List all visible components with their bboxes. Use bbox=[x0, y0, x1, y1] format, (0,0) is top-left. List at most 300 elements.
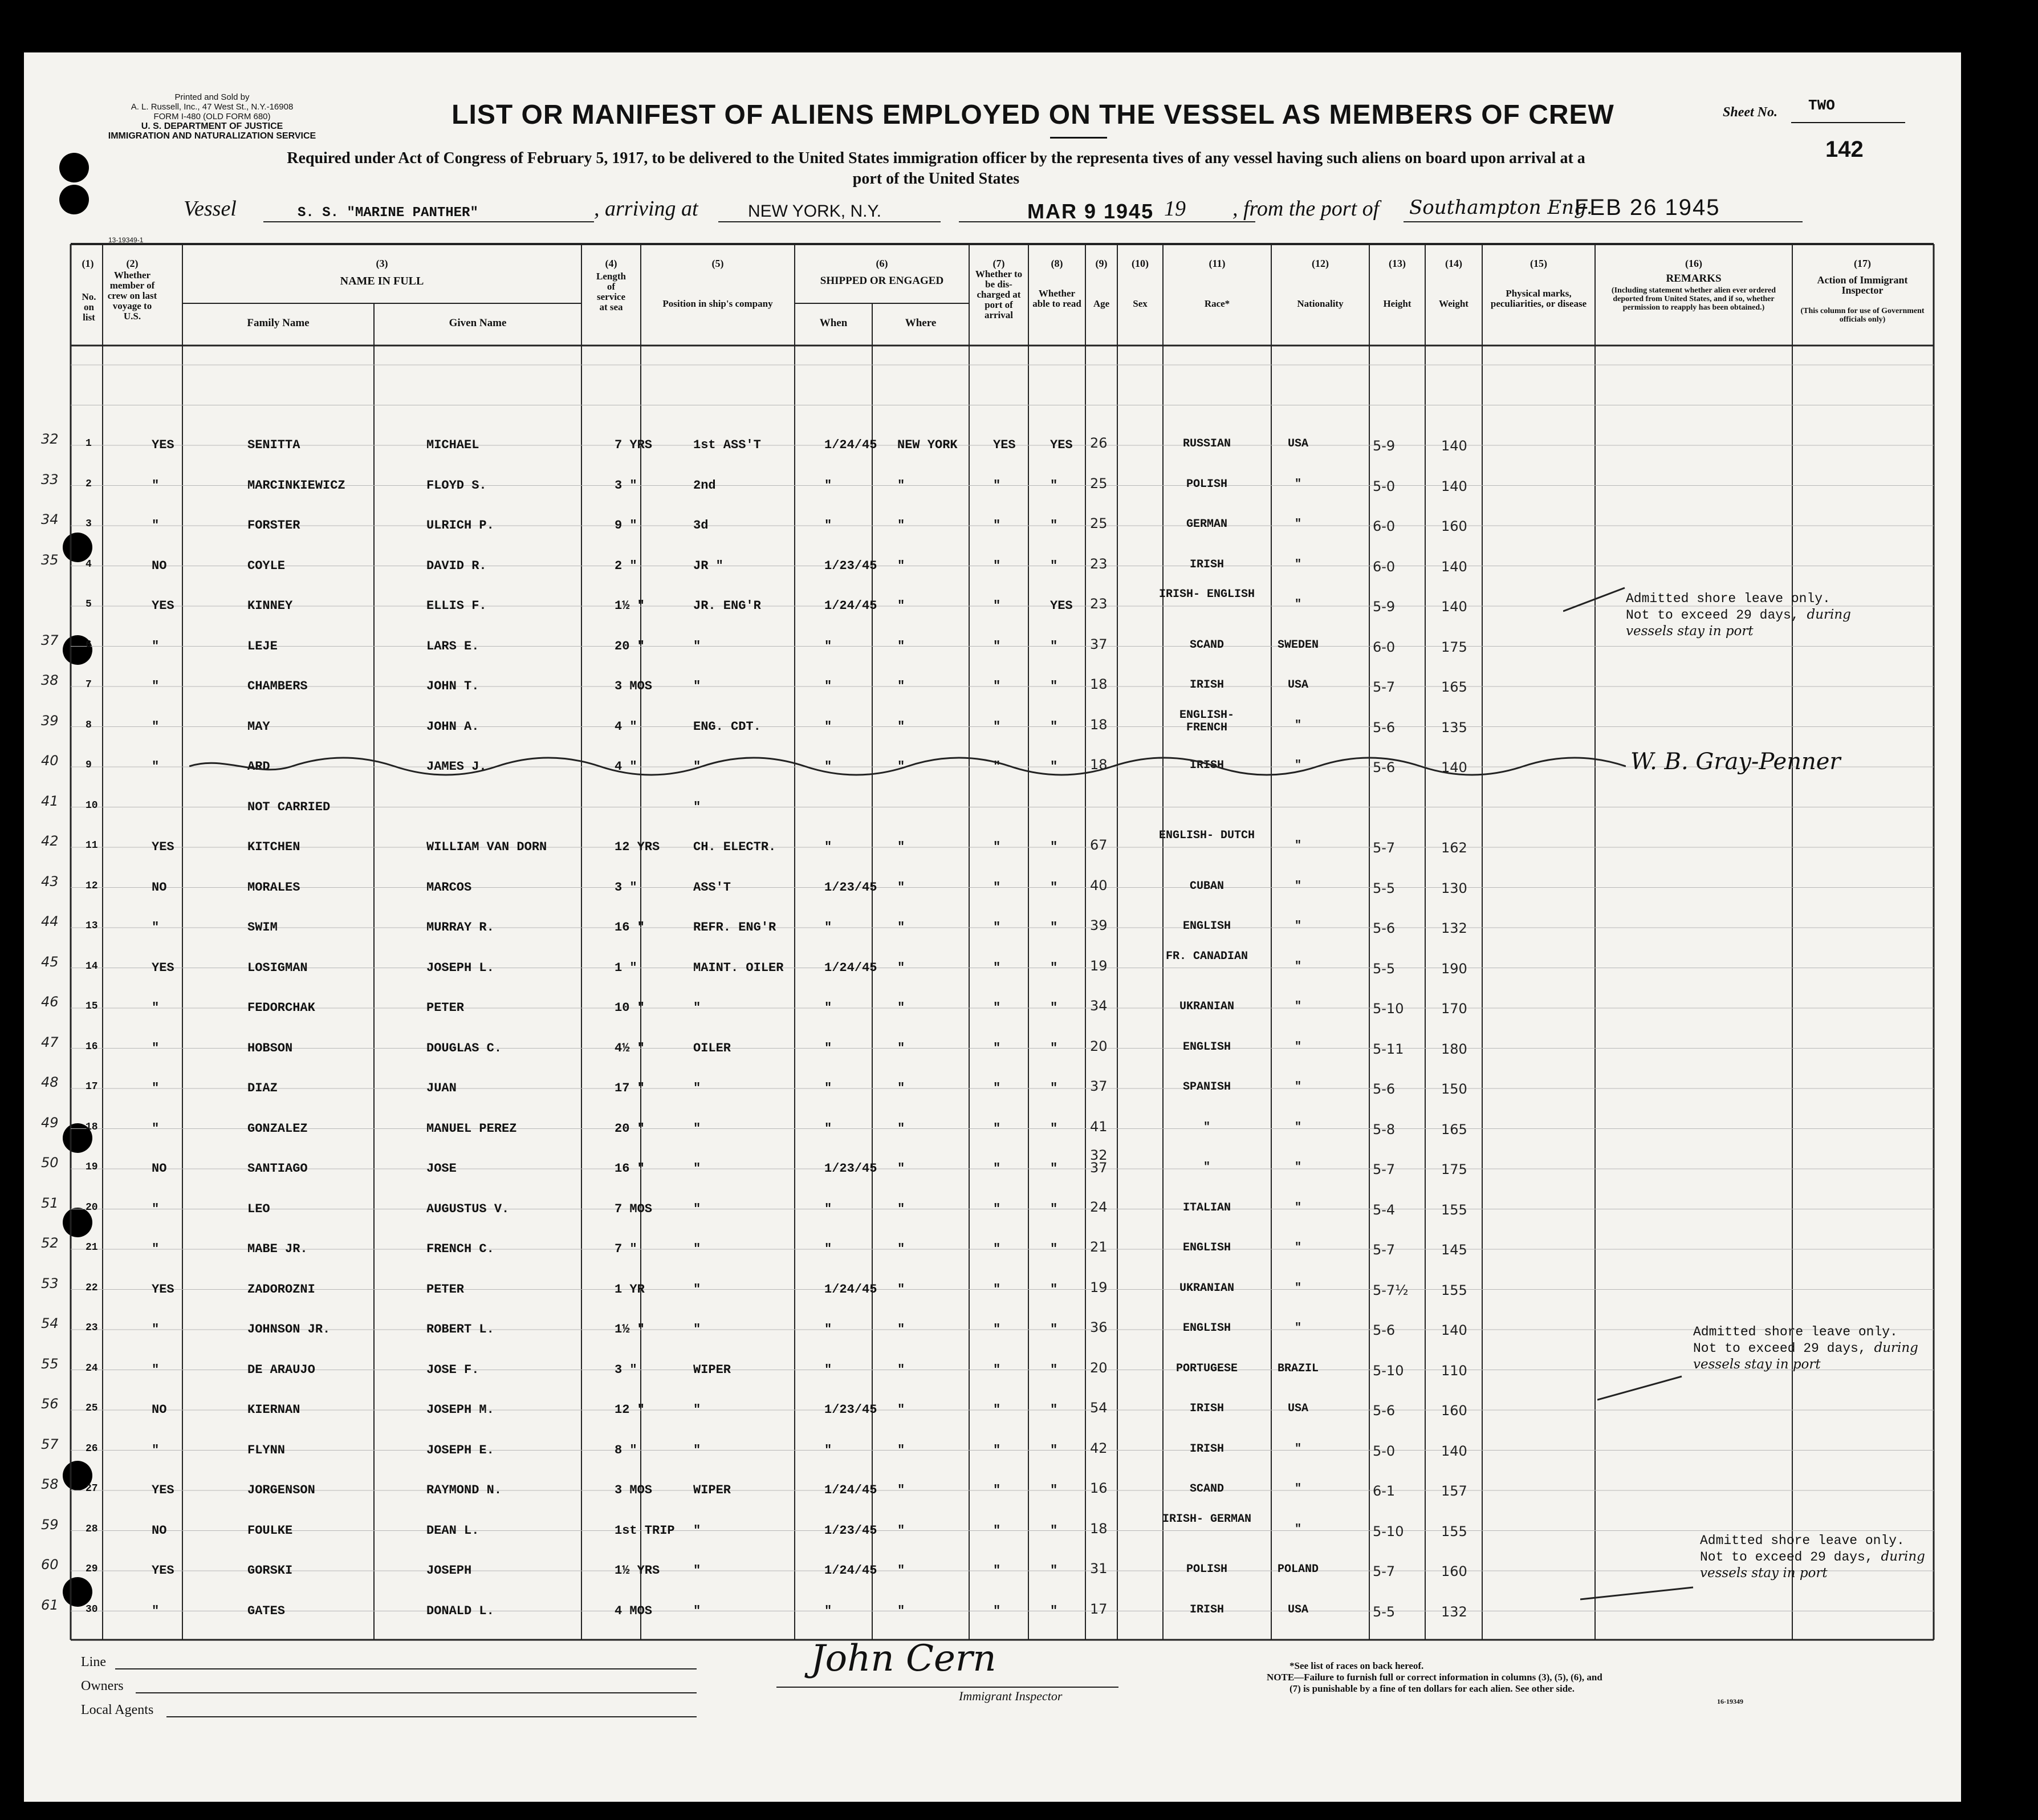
cell-where: " bbox=[897, 880, 905, 895]
cell-position: JR " bbox=[693, 558, 723, 573]
cell-disch: " bbox=[993, 558, 1001, 573]
row-typed-number: 27 bbox=[86, 1483, 98, 1494]
cell-family: ARD bbox=[247, 759, 270, 774]
cell-disch: " bbox=[993, 840, 1001, 854]
cell-family: MAY bbox=[247, 719, 270, 734]
row-handwritten-number: 41 bbox=[41, 793, 59, 809]
cell-where: " bbox=[897, 1282, 905, 1297]
cell-family: GATES bbox=[247, 1603, 286, 1618]
from-port-label: , from the port of bbox=[1232, 197, 1380, 221]
cell-nat: " bbox=[1294, 718, 1301, 732]
cell-disch: " bbox=[993, 1563, 1001, 1578]
cell-age: 18 bbox=[1090, 676, 1108, 692]
cell-position: " bbox=[693, 1603, 701, 1618]
cell-where: " bbox=[897, 1322, 905, 1336]
cell-when: 1/24/45 bbox=[824, 438, 877, 452]
department-line: U. S. DEPARTMENT OF JUSTICE bbox=[141, 121, 283, 131]
row-handwritten-number: 46 bbox=[41, 994, 59, 1010]
cell-weight: 132 bbox=[1441, 920, 1467, 936]
cell-position: " bbox=[693, 1081, 701, 1095]
col12-header: Nationality bbox=[1297, 298, 1344, 309]
cell-race: FR. CANADIAN bbox=[1165, 949, 1248, 963]
row-typed-number: 9 bbox=[86, 759, 92, 771]
cell-nat: USA bbox=[1287, 437, 1308, 450]
cell-age: 41 bbox=[1090, 1118, 1108, 1135]
cell-where: " bbox=[897, 1242, 905, 1256]
cell-service: 16 " bbox=[615, 920, 645, 935]
cell-position: " bbox=[693, 1242, 701, 1256]
cell-read: " bbox=[1050, 1242, 1058, 1256]
cell-family: KINNEY bbox=[247, 599, 293, 613]
row-typed-number: 24 bbox=[86, 1362, 98, 1374]
cell-height: 5-6 bbox=[1373, 1081, 1396, 1097]
cell-given: JOSEPH M. bbox=[426, 1403, 494, 1417]
row-typed-number: 30 bbox=[86, 1603, 98, 1615]
cell-height: 6-0 bbox=[1373, 558, 1396, 575]
cell-crew: " bbox=[152, 759, 160, 774]
cell-crew: " bbox=[152, 1322, 160, 1336]
row-handwritten-number: 49 bbox=[41, 1114, 59, 1131]
cell-where: " bbox=[897, 1161, 905, 1176]
cell-weight: 155 bbox=[1441, 1523, 1467, 1539]
cell-where: " bbox=[897, 1483, 905, 1497]
row-typed-number: 26 bbox=[86, 1443, 98, 1455]
cell-race: ENGLISH bbox=[1182, 1241, 1231, 1254]
row-typed-number: 29 bbox=[86, 1563, 98, 1575]
cell-age: 21 bbox=[1090, 1239, 1108, 1255]
cell-crew: " bbox=[152, 1362, 160, 1377]
cell-race: POLISH bbox=[1186, 477, 1227, 491]
cell-service: 3 " bbox=[615, 880, 637, 895]
cell-given: JUAN bbox=[426, 1081, 457, 1095]
cell-position: ENG. CDT. bbox=[693, 719, 761, 734]
cell-height: 5-6 bbox=[1373, 759, 1396, 775]
cell-disch: " bbox=[993, 1603, 1001, 1618]
remark-signature-handwritten bbox=[1630, 749, 1841, 775]
cell-where: " bbox=[897, 518, 905, 533]
cell-given: MARCOS bbox=[426, 880, 472, 895]
cell-family: MABE JR. bbox=[247, 1242, 308, 1256]
cell-family: FEDORCHAK bbox=[247, 1001, 315, 1015]
cell-position: CH. ELECTR. bbox=[693, 840, 776, 854]
cell-position: " bbox=[693, 1201, 701, 1216]
cell-service: 9 " bbox=[615, 518, 637, 533]
col6-header: SHIPPED OR ENGAGED bbox=[820, 275, 944, 287]
cell-given: MANUEL PEREZ bbox=[426, 1121, 517, 1136]
cell-disch: " bbox=[993, 639, 1001, 653]
cell-read: " bbox=[1050, 478, 1058, 493]
cell-family: DIAZ bbox=[247, 1081, 278, 1095]
row-handwritten-number: 59 bbox=[41, 1516, 59, 1533]
cell-family: ZADOROZNI bbox=[247, 1282, 315, 1297]
cell-race: POLISH bbox=[1186, 1563, 1227, 1576]
cell-service: 1½ YRS bbox=[615, 1563, 660, 1578]
cell-weight: 170 bbox=[1441, 1001, 1467, 1017]
cell-when: " bbox=[824, 1121, 832, 1136]
year-suffix: 19 bbox=[1164, 197, 1186, 221]
remark-handwriting: vessels stay in port bbox=[1700, 1566, 1828, 1581]
row-typed-number: 8 bbox=[86, 719, 92, 731]
col7-header: Whether to be dis-charged at port of arrival bbox=[975, 269, 1023, 320]
row-handwritten-number: 45 bbox=[41, 953, 59, 970]
row-handwritten-number: 50 bbox=[41, 1155, 59, 1171]
cell-height: 6-1 bbox=[1373, 1483, 1396, 1499]
remark-line: Admitted shore leave only. bbox=[1626, 591, 1830, 606]
row-typed-number: 18 bbox=[86, 1121, 98, 1133]
remark-shore-leave-1 bbox=[1626, 591, 1851, 639]
col16-number: (16) bbox=[1685, 258, 1702, 269]
cell-position: WIPER bbox=[693, 1362, 731, 1377]
row-handwritten-number: 61 bbox=[41, 1596, 59, 1613]
row-handwritten-number: 37 bbox=[41, 632, 59, 648]
cell-nat: " bbox=[1294, 879, 1301, 893]
remark-handwriting: vessels stay in port bbox=[1626, 624, 1754, 639]
cell-weight: 140 bbox=[1441, 478, 1467, 494]
cell-read: " bbox=[1050, 840, 1058, 854]
cell-disch: " bbox=[993, 679, 1001, 693]
cell-race: IRISH bbox=[1189, 679, 1224, 692]
row-handwritten-number: 54 bbox=[41, 1315, 59, 1331]
cell-crew: " bbox=[152, 1201, 160, 1216]
cell-weight: 180 bbox=[1441, 1041, 1467, 1057]
row-typed-number: 20 bbox=[86, 1201, 98, 1213]
cell-read: " bbox=[1050, 1121, 1058, 1136]
cell-height: 5-9 bbox=[1373, 599, 1396, 615]
row-typed-number: 6 bbox=[86, 639, 92, 651]
cell-crew: " bbox=[152, 518, 160, 533]
row-typed-number: 10 bbox=[86, 799, 98, 811]
cell-nat: USA bbox=[1287, 1603, 1308, 1616]
col1-number: (1) bbox=[82, 258, 94, 269]
col5-number: (5) bbox=[711, 258, 724, 269]
cell-age: 24 bbox=[1090, 1199, 1108, 1215]
col4-header: Length of service at sea bbox=[596, 271, 626, 312]
cell-race: RUSSIAN bbox=[1182, 437, 1231, 450]
cell-disch: " bbox=[993, 920, 1001, 935]
col4-number: (4) bbox=[605, 258, 617, 269]
cell-weight: 160 bbox=[1441, 1403, 1467, 1419]
col6-number: (6) bbox=[876, 258, 888, 269]
cell-age: 31 bbox=[1090, 1561, 1108, 1577]
cell-weight: 140 bbox=[1441, 759, 1467, 775]
row-typed-number: 16 bbox=[86, 1041, 98, 1053]
cell-nat: " bbox=[1294, 1522, 1301, 1536]
remark-line: Admitted shore leave only. bbox=[1693, 1325, 1898, 1339]
cell-age: 37 bbox=[1090, 1078, 1108, 1094]
cell-read: " bbox=[1050, 1563, 1058, 1578]
row-handwritten-number: 55 bbox=[41, 1355, 59, 1372]
cell-given: WILLIAM VAN DORN bbox=[426, 840, 547, 854]
row-handwritten-number: 56 bbox=[41, 1396, 59, 1412]
cell-when: " bbox=[824, 1001, 832, 1015]
col8-number: (8) bbox=[1051, 258, 1063, 269]
cell-service: 1 " bbox=[615, 960, 637, 975]
cell-nat: " bbox=[1294, 1482, 1301, 1496]
cell-where: " bbox=[897, 719, 905, 734]
cell-crew: YES bbox=[152, 599, 174, 613]
cell-crew: NO bbox=[152, 1403, 167, 1417]
form-code-top: 13-19349-1 bbox=[108, 236, 144, 244]
cell-position: " bbox=[693, 1121, 701, 1136]
remark-handwriting: W. B. Gray-Penner bbox=[1630, 749, 1841, 775]
departure-date-stamp: FEB 26 1945 bbox=[1575, 195, 1720, 220]
cell-race: ENGLISH bbox=[1182, 1040, 1231, 1054]
row-handwritten-number: 53 bbox=[41, 1275, 59, 1291]
row-typed-number: 25 bbox=[86, 1403, 98, 1414]
cell-position: " bbox=[693, 1001, 701, 1015]
row-typed-number: 14 bbox=[86, 960, 98, 972]
cell-given: MICHAEL bbox=[426, 438, 479, 452]
cell-when: " bbox=[824, 1041, 832, 1055]
cell-race: SPANISH bbox=[1182, 1080, 1231, 1094]
cell-given: FRENCH C. bbox=[426, 1242, 494, 1256]
cell-age: 25 bbox=[1090, 475, 1108, 491]
cell-read: YES bbox=[1050, 438, 1073, 452]
cell-where: " bbox=[897, 1403, 905, 1417]
cell-where: " bbox=[897, 1523, 905, 1538]
cell-age: 34 bbox=[1090, 998, 1108, 1014]
cell-where: " bbox=[897, 679, 905, 693]
cell-when: " bbox=[824, 759, 832, 774]
cell-race: PORTUGESE bbox=[1175, 1362, 1238, 1375]
cell-family: COYLE bbox=[247, 558, 286, 573]
cell-when: 1/24/45 bbox=[824, 960, 877, 975]
cell-service: 20 " bbox=[615, 639, 645, 653]
cell-height: 5-6 bbox=[1373, 920, 1396, 936]
line-label: Line bbox=[81, 1655, 106, 1669]
cell-position: " bbox=[693, 1523, 701, 1538]
cell-disch: " bbox=[993, 478, 1001, 493]
cell-age: 19 bbox=[1090, 1279, 1108, 1295]
cell-when: " bbox=[824, 1322, 832, 1336]
cell-read: " bbox=[1050, 1041, 1058, 1055]
cell-disch: " bbox=[993, 1001, 1001, 1015]
cell-crew: " bbox=[152, 1081, 160, 1095]
cell-where: " bbox=[897, 1201, 905, 1216]
printer-line: Printed and Sold by bbox=[174, 92, 250, 102]
cell-position: 2nd bbox=[693, 478, 716, 493]
cell-crew: " bbox=[152, 478, 160, 493]
cell-given: ELLIS F. bbox=[426, 599, 487, 613]
cell-height: 5-7½ bbox=[1373, 1282, 1409, 1298]
cell-service: 7 YRS bbox=[615, 438, 653, 452]
not-carried-strikeline bbox=[189, 749, 1626, 783]
remark-line: Admitted shore leave only. bbox=[1700, 1533, 1905, 1548]
cell-height: 6-0 bbox=[1373, 639, 1396, 655]
cell-disch: " bbox=[993, 960, 1001, 975]
cell-where: " bbox=[897, 1041, 905, 1055]
cell-service: 20 " bbox=[615, 1121, 645, 1136]
subtitle-line: port of the United States bbox=[852, 170, 1020, 188]
cell-given: RAYMOND N. bbox=[426, 1483, 502, 1497]
cell-nat: " bbox=[1294, 518, 1301, 531]
cell-height: 5-5 bbox=[1373, 1603, 1396, 1620]
cell-read: " bbox=[1050, 759, 1058, 774]
cell-service: 1st TRIP bbox=[615, 1523, 675, 1538]
cell-service: 17 " bbox=[615, 1081, 645, 1095]
cell-age: 18 bbox=[1090, 757, 1108, 773]
page-number: 142 bbox=[1825, 137, 1864, 162]
cell-position: REFR. ENG'R bbox=[693, 920, 776, 935]
cell-read: " bbox=[1050, 639, 1058, 653]
row-handwritten-number: 57 bbox=[41, 1436, 59, 1452]
cell-age: 26 bbox=[1090, 435, 1108, 451]
cell-where: " bbox=[897, 759, 905, 774]
cell-given: LARS E. bbox=[426, 639, 479, 653]
cell-when: " bbox=[824, 719, 832, 734]
cell-race: GERMAN bbox=[1186, 518, 1227, 531]
cell-weight: 190 bbox=[1441, 960, 1467, 977]
cell-disch: " bbox=[993, 1282, 1001, 1297]
cell-nat: " bbox=[1294, 1442, 1301, 1456]
cell-service: 3 MOS bbox=[615, 679, 653, 693]
col12-number: (12) bbox=[1312, 258, 1329, 269]
cell-position: " bbox=[693, 679, 701, 693]
cell-service: 3 " bbox=[615, 1362, 637, 1377]
col15-header: Physical marks, peculiarities, or disease bbox=[1490, 288, 1587, 309]
cell-when: " bbox=[824, 1443, 832, 1457]
cell-read: " bbox=[1050, 1443, 1058, 1457]
cell-disch: " bbox=[993, 759, 1001, 774]
col1-header: No. on list bbox=[82, 291, 96, 323]
cell-where: " bbox=[897, 1121, 905, 1136]
remark-handwriting: during bbox=[1881, 1549, 1925, 1564]
cell-nat: " bbox=[1294, 1281, 1301, 1295]
cell-age: 23 bbox=[1090, 555, 1108, 572]
cell-race: ITALIAN bbox=[1182, 1201, 1231, 1214]
cell-race: IRISH bbox=[1189, 1603, 1224, 1616]
cell-service: 4 " bbox=[615, 719, 637, 734]
cell-crew: NO bbox=[152, 1161, 167, 1176]
cell-family: FOULKE bbox=[247, 1523, 293, 1538]
col17-subheader: (This column for use of Government officials only) bbox=[1800, 307, 1925, 324]
cell-height: 5-0 bbox=[1373, 1443, 1396, 1459]
cell-race: IRISH- ENGLISH bbox=[1158, 588, 1255, 601]
cell-nat: BRAZIL bbox=[1277, 1362, 1319, 1375]
cell-height: 5-7 bbox=[1373, 1242, 1396, 1258]
cell-where: " bbox=[897, 478, 905, 493]
col14-header: Weight bbox=[1439, 298, 1469, 309]
cell-crew: NO bbox=[152, 880, 167, 895]
subtitle-line: Required under Act of Congress of February 5, 1917, to be delivered to the United States immigration officer by the representa tives of any vessel having such aliens on board upon arrival at a bbox=[287, 149, 1585, 167]
cell-given: JOSE bbox=[426, 1161, 457, 1176]
cell-nat: " bbox=[1294, 839, 1301, 852]
cell-race: " bbox=[1203, 1120, 1210, 1134]
cell-where: " bbox=[897, 639, 905, 653]
cell-when: " bbox=[824, 1603, 832, 1618]
cell-weight: 132 bbox=[1441, 1603, 1467, 1620]
cell-disch: " bbox=[993, 1081, 1001, 1095]
cell-race: ENGLISH bbox=[1182, 1322, 1231, 1335]
cell-weight: 175 bbox=[1441, 639, 1467, 655]
cell-age: 39 bbox=[1090, 917, 1108, 933]
cell-when: 1/23/45 bbox=[824, 1403, 877, 1417]
cell-height: 5-10 bbox=[1373, 1523, 1404, 1539]
col3-number: (3) bbox=[376, 258, 388, 269]
cell-family: SENITTA bbox=[247, 438, 300, 452]
col9-header: Age bbox=[1093, 298, 1110, 309]
cell-weight: 145 bbox=[1441, 1242, 1467, 1258]
cell-crew: YES bbox=[152, 1563, 174, 1578]
remark-handwriting: during bbox=[1807, 607, 1851, 622]
row-typed-number: 15 bbox=[86, 1001, 98, 1012]
cell-age: 32 37 bbox=[1090, 1147, 1108, 1176]
cell-height: 5-10 bbox=[1373, 1362, 1404, 1379]
page-title: LIST OR MANIFEST OF ALIENS EMPLOYED ON THE VESSEL AS MEMBERS OF CREW bbox=[451, 100, 1614, 130]
cell-nat: USA bbox=[1287, 679, 1308, 692]
cell-family: HOBSON bbox=[247, 1041, 293, 1055]
cell-where: " bbox=[897, 1081, 905, 1095]
cell-race: ENGLISH- DUTCH bbox=[1158, 829, 1255, 842]
col2-header: Whether member of crew on last voyage to U.S. bbox=[107, 270, 157, 322]
cell-where: " bbox=[897, 840, 905, 854]
cell-race: IRISH bbox=[1189, 1442, 1224, 1456]
form-code-bottom: 16-19349 bbox=[1717, 1697, 1743, 1705]
cell-when: 1/23/45 bbox=[824, 880, 877, 895]
cell-race: IRISH bbox=[1189, 759, 1224, 772]
cell-race: CUBAN bbox=[1189, 879, 1224, 893]
cell-age: 18 bbox=[1090, 1520, 1108, 1537]
cell-read: YES bbox=[1050, 599, 1073, 613]
cell-crew: YES bbox=[152, 1282, 174, 1297]
cell-when: 1/24/45 bbox=[824, 599, 877, 613]
cell-age: 23 bbox=[1090, 596, 1108, 612]
row-handwritten-number: 51 bbox=[41, 1195, 59, 1211]
cell-given: ULRICH P. bbox=[426, 518, 494, 533]
cell-given: JOSEPH L. bbox=[426, 960, 494, 975]
footnote-races: *See list of races on back hereof. bbox=[1289, 1660, 1424, 1671]
cell-weight: 165 bbox=[1441, 679, 1467, 695]
row-handwritten-number: 32 bbox=[41, 431, 59, 447]
cell-when: 1/23/45 bbox=[824, 1161, 877, 1176]
cell-family: CHAMBERS bbox=[247, 679, 308, 693]
cell-height: 5-6 bbox=[1373, 1322, 1396, 1338]
cell-service: 4 " bbox=[615, 759, 637, 774]
cell-family: JOHNSON JR. bbox=[247, 1322, 331, 1336]
cell-height: 5-6 bbox=[1373, 1403, 1396, 1419]
cell-where: " bbox=[897, 1603, 905, 1618]
cell-position: " bbox=[693, 759, 701, 774]
row-handwritten-number: 33 bbox=[41, 471, 59, 488]
cell-race: IRISH bbox=[1189, 558, 1224, 571]
cell-read: " bbox=[1050, 880, 1058, 895]
cell-position: OILER bbox=[693, 1041, 731, 1055]
cell-family: JORGENSON bbox=[247, 1483, 315, 1497]
cell-given: PETER bbox=[426, 1282, 465, 1297]
cell-weight: 140 bbox=[1441, 1322, 1467, 1338]
cell-service: 8 " bbox=[615, 1443, 637, 1457]
cell-crew: " bbox=[152, 1242, 160, 1256]
cell-disch: " bbox=[993, 1322, 1001, 1336]
row-handwritten-number: 42 bbox=[41, 833, 59, 849]
cell-service: 10 " bbox=[615, 1001, 645, 1015]
cell-disch: " bbox=[993, 1041, 1001, 1055]
cell-nat: " bbox=[1294, 1241, 1301, 1254]
cell-given: JOSEPH bbox=[426, 1563, 472, 1578]
cell-disch: " bbox=[993, 1362, 1001, 1377]
cell-disch: " bbox=[993, 1121, 1001, 1136]
cell-service: 16 " bbox=[615, 1161, 645, 1176]
cell-weight: 140 bbox=[1441, 1443, 1467, 1459]
cell-nat: " bbox=[1294, 1080, 1301, 1094]
cell-where: " bbox=[897, 960, 905, 975]
cell-disch: " bbox=[993, 1403, 1001, 1417]
cell-crew: " bbox=[152, 920, 160, 935]
row-typed-number: 7 bbox=[86, 679, 92, 690]
col3-header: NAME IN FULL bbox=[340, 275, 424, 287]
remark-handwriting: during bbox=[1874, 1340, 1918, 1355]
cell-where: " bbox=[897, 920, 905, 935]
